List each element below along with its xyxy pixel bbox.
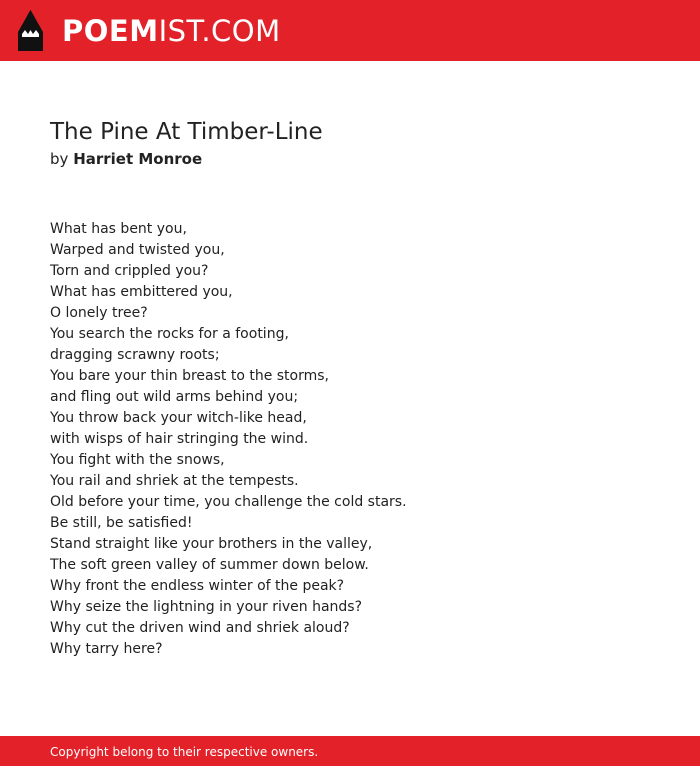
site-footer (0, 736, 700, 766)
site-header (0, 0, 700, 61)
poem-line: O lonely tree? (50, 305, 148, 321)
poem-line: Why front the endless winter of the peak? (50, 578, 345, 594)
by-label: by (50, 150, 69, 168)
poem-title: The Pine At Timber-Line (50, 119, 323, 145)
poem-line: What has embittered you, (50, 284, 233, 300)
poem-line: The soft green valley of summer down below. (50, 557, 369, 573)
poem-line: You bare your thin breast to the storms, (50, 368, 329, 384)
poem-line: dragging scrawny roots; (50, 347, 220, 363)
poem-line: Why tarry here? (50, 641, 163, 657)
poem-line: You rail and shriek at the tempests. (50, 473, 299, 489)
poem-line: You search the rocks for a footing, (50, 326, 289, 342)
site-logo-link[interactable] (62, 13, 281, 49)
poem-line: Why seize the lightning in your riven hands? (50, 599, 363, 615)
pencil-tip-icon[interactable] (18, 10, 43, 51)
poem-author: Harriet Monroe (73, 150, 203, 168)
poem-byline (50, 149, 202, 169)
poem-line: You throw back your witch-like head, (50, 410, 307, 426)
poem-line: Why cut the driven wind and shriek aloud? (50, 620, 350, 636)
logo-bold-text: POEM (62, 14, 159, 48)
poem-line: What has bent you, (50, 221, 187, 237)
poem-line: You fight with the snows, (50, 452, 225, 468)
poem-line: and fling out wild arms behind you; (50, 389, 299, 405)
copyright-text: Copyright belong to their respective owners. (50, 745, 319, 759)
poem-line: Stand straight like your brothers in the valley, (50, 536, 373, 552)
poem-line: Torn and crippled you? (50, 263, 209, 279)
poem-line: Old before your time, you challenge the cold stars. (50, 494, 407, 510)
logo-light-text: IST.COM (158, 14, 281, 48)
poem-body (50, 219, 407, 660)
poem-line: with wisps of hair stringing the wind. (50, 431, 309, 447)
poem-line: Warped and twisted you, (50, 242, 225, 258)
poem-line: Be still, be satisfied! (50, 515, 193, 531)
